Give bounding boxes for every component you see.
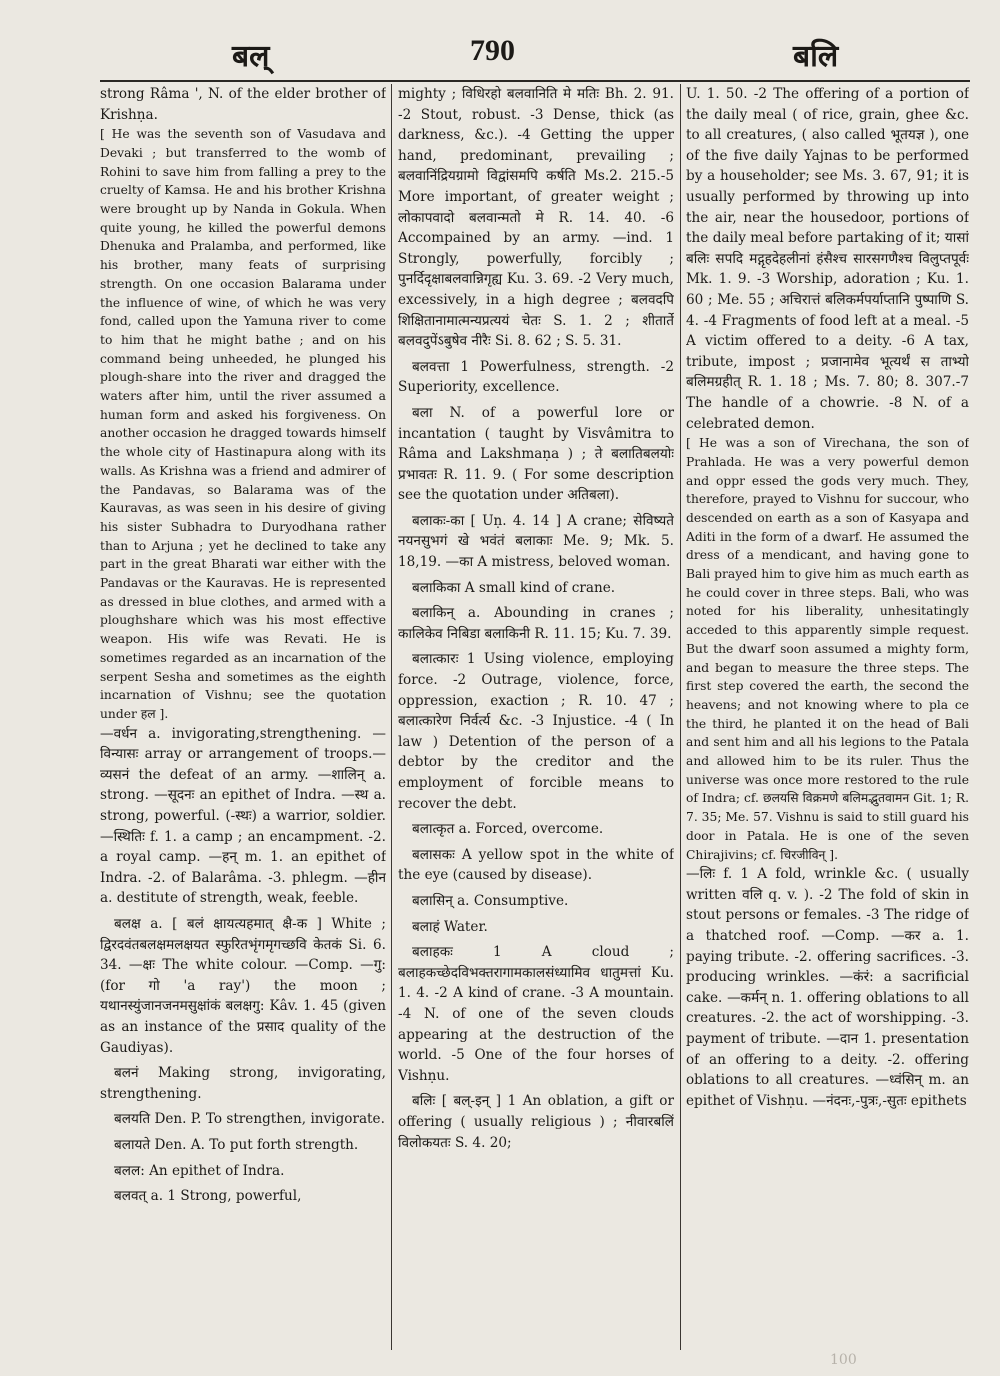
entry-paragraph: बलासकः A yellow spot in the white of the eye (caused by disease). bbox=[398, 846, 674, 884]
column-divider bbox=[391, 84, 392, 1350]
entry-paragraph: बला N. of a powerful lore or incantation ( taught by Visvâmitra to Râma and Lakshmaṇa ) ; ते बलातिबलयोः प्रभावतः R. 11. 9. ( For some description see the quotation under अतिबला). bbox=[398, 404, 674, 504]
entry-paragraph: बलाकिका A small kind of crane. bbox=[412, 579, 616, 596]
entry-paragraph: बलनं Making strong, invigorating, strengthening. bbox=[100, 1065, 386, 1102]
page-header bbox=[0, 30, 1000, 78]
entry-paragraph: बलयति Den. P. To strengthen, invigorate. bbox=[114, 1111, 385, 1128]
header-left-word: बल् bbox=[232, 39, 270, 74]
header-rule bbox=[100, 80, 970, 82]
header-right-word: बलि bbox=[793, 39, 839, 74]
entry-paragraph: strong Râma ', N. of the elder brother of Krishṇa. bbox=[100, 86, 386, 123]
page-number: 790 bbox=[470, 34, 515, 67]
entry-paragraph: बलासिन् a. Consumptive. bbox=[412, 892, 569, 909]
column-3 bbox=[686, 84, 969, 1350]
entry-paragraph: बलिः [ बल्-इन् ] 1 An oblation, a gift or offering ( usually religious ) ; नीवारबलिं विलोकयतः S. 4. 20; bbox=[398, 1093, 674, 1151]
entry-paragraph: बलाहं Water. bbox=[412, 918, 488, 935]
entry-paragraph: बलाकः-का [ Uṇ. 4. 14 ] A crane; सेविष्यते नयनसुभगं खे भवंतं बलाकाः Me. 9; Mk. 5. 18,19. —का A mistress, beloved woman. bbox=[398, 512, 674, 571]
entry-paragraph: बलल: An epithet of Indra. bbox=[114, 1162, 285, 1179]
entry-paragraph: —वर्धन a. invigorating,strengthening. —विन्यासः array or arrangement of troops.—व्यसनं the defeat of an army. —शालिन् a. strong. —सूदनः an epithet of Indra. —स्थ a. strong, powerful. (-स्थः) a warrior, soldier. —स्थितिः f. 1. a camp ; an encampment. -2. a royal camp. —हन् m. 1. an epithet of Indra. -2. of Balarâma. -3. phlegm. —हीन a. destitute of strength, weak, feeble. bbox=[100, 725, 386, 907]
footer-mark: 100 bbox=[830, 1352, 857, 1368]
entry-paragraph: बलात्कृत a. Forced, overcome. bbox=[412, 821, 604, 838]
entry-paragraph: mighty ; विधिरहो बलवानिति मे मतिः Bh. 2. 91. -2 Stout, robust. -3 Dense, thick (as darkness, &c.). -4 Getting the upper hand, predominant, prevailing ; बलवानिंद्रियग्रामो विद्वांसमपि कर्षति Ms.2. 215.-5 More important, of greater weight ; लोकापवादो बलवान्मतो मे R. 14. 40. -6 Accompained by an army. —ind. 1 Strongly, powerfully, forcibly ; पुनर्दिदृक्षाबलवान्निगृह्य Ku. 3. 69. -2 Very much, excessively, in a high degree ; बलवदपि शिक्षितानामात्मन्यप्रत्ययं चेतः S. 1. 2 ; शीतार्ते बलवदुपेंऽबुषेव नीरैः Si. 8. 62 ; S. 5. 31. bbox=[398, 86, 674, 350]
note-paragraph: [ He was the seventh son of Vasudava and Devaki ; but transferred to the womb of Rohini to save him from falling a prey to the cruelty of Kamsa. He and his brother Krishna were brought up by Nanda in Gokula. When quite young, he killed the powerful demons Dhenuka and Pralamba, and performed, like his brother, many feats of surprising strength. On one occasion Balarama under the influence of wine, of which he was very fond, called upon the Yamuna river to come to him that he might bathe ; and on his command being unheeded, he plunged his plough-share into the river and dragged the waters after him, until the river assumed a human form and asked his forgiveness. On another occasion he dragged towards himself the whole city of Hastinapura along with its walls. As Krishna was a friend and admirer of the Pandavas, so Balarama was of the Kauravas, as was seen in his desire of giving his sister Subhadra to Duryodhana rather than to Arjuna ; yet he declined to take any part in the great Bharati war either with the Pandavas or the Kauravas. He is represented as dressed in blue clothes, and armed with a ploughshare which was his most effective weapon. His wife was Revati. He is sometimes regarded as an incarnation of the serpent Sesha and sometimes as the eighth incarnation of Vishnu; see the quotation under हल ]. bbox=[100, 127, 386, 721]
entry-paragraph: बलाहकः 1 A cloud ; बलाहकच्छेदविभक्तरागामकालसंध्यामिव धातुमत्तां Ku. 1. 4. -2 A kind of crane. -3 A mountain. -4 N. of one of the seven clouds appearing at the destruction of the world. -5 One of the four horses of Vishṇu. bbox=[398, 944, 674, 1084]
entry-paragraph: U. 1. 50. -2 The offering of a portion of the daily meal ( of rice, grain, ghee &c. to all creatures, ( also called भूतयज्ञ ), one of the five daily Yajnas to be performed by a householder; see Ms. 3. 67, 91; it is usually performed by throwing up into the air, near the housedoor, portions of the daily meal before partaking of it; यासां बलिः सपदि मद्गृहदेहलीनां हंसैश्च सारसगणैश्च विलुप्तपूर्वः Mk. 1. 9. -3 Worship, adoration ; Ku. 1. 60 ; Me. 55 ; अचिरात्तं बलिकर्मपर्याप्तानि पुष्पाणि S. 4. -4 Fragments of food left at a meal. -5 A victim offered to a deity. -6 A tax, tribute, impost ; प्रजानामेव भूत्यर्थं स ताभ्यो बलिमग्रहीत् R. 1. 18 ; Ms. 7. 80; 8. 307.-7 The handle of a chowrie. -8 N. of a celebrated demon. bbox=[686, 86, 969, 432]
entry-paragraph: बलाकिन् a. Abounding in cranes ; कालिकेव निबिडा बलाकिनी R. 11. 15; Ku. 7. 39. bbox=[398, 605, 674, 642]
column-divider bbox=[680, 84, 681, 1350]
column-1 bbox=[100, 84, 386, 1350]
entry-paragraph: बलात्कारः 1 Using violence, employing force. -2 Outrage, violence, force, oppression, exaction ; R. 10. 47 ; बलात्कारेण निर्वर्त्य &c. -3 Injustice. -4 ( In law ) Detention of the person of a debtor by the creditor and the employment of forcible means to recover the debt. bbox=[398, 651, 674, 812]
entry-paragraph: —लिः f. 1 A fold, wrinkle &c. ( usually written वलि q. v. ). -2 The fold of skin in stout persons or females. -3 The ridge of a thatched roof. —Comp. —कर a. 1. paying tribute. -2. offering sacrifices. -3. producing wrinkles. —कंरं: a sacrificial cake. —कर्मन् n. 1. offering oblations to all creatures. -2. the act of worshipping. -3. payment of tribute. —दान 1. presentation of an offering to a deity. -2. offering oblations to all creatures. —ध्वंसिन् m. an epithet of Vishṇu. —नंदनः,-पुत्रः,-सुतः epithets bbox=[686, 866, 969, 1109]
entry-paragraph: बलक्ष a. [ बलं क्षायत्यहमात् क्षै-क ] White ; द्विरदवंतबलक्षमलक्षयत स्फुरितभृंगमृगच्छवि केतकं Si. 6. 34. —क्षः The white colour. —Comp. —गु: (for गो 'a ray') the moon ; यथानस्युंजानजनमसुक्षांकं बलक्षगु: Kâv. 1. 45 (given as an instance of the प्रसाद quality of the Gaudiyas). bbox=[100, 916, 386, 1056]
entry-paragraph: बलायते Den. A. To put forth strength. bbox=[114, 1136, 359, 1153]
entry-paragraph: बलवत्ता 1 Powerfulness, strength. -2 Superiority, excellence. bbox=[398, 358, 674, 396]
column-2 bbox=[398, 84, 674, 1350]
entry-paragraph: बलवत् a. 1 Strong, powerful, bbox=[114, 1188, 302, 1205]
note-paragraph: [ He was a son of Virechana, the son of Prahlada. He was a very powerful demon and oppr essed the gods very much. They, therefore, prayed to Vishnu for succour, who descended on earth as a son of Kasyapa and Aditi in the form of a dwarf. He assumed the dress of a mendicant, and having gone to Bali prayed him to give him as much earth as he could cover in three steps. Bali, who was noted for his liberality, unhesitatingly acceded to this apparently simple request. But the dwarf soon assumed a mighty form, and began to measure the three steps. The first step covered the earth, the second the heavens; and not knowing where to pla ce the third, he planted it on the head of Bali and sent him and all his legions to the Patala and allowed him to be its ruler. Thus the universe was once more restored to the rule of Indra; cf. छलयसि विक्रमणे बलिमद्भुतवामन Git. 1; R. 7. 35; Me. 57. Vishnu is said to still guard his door in Patala. He is one of the seven Chirajivins; cf. चिरजीविन् ]. bbox=[686, 436, 969, 862]
